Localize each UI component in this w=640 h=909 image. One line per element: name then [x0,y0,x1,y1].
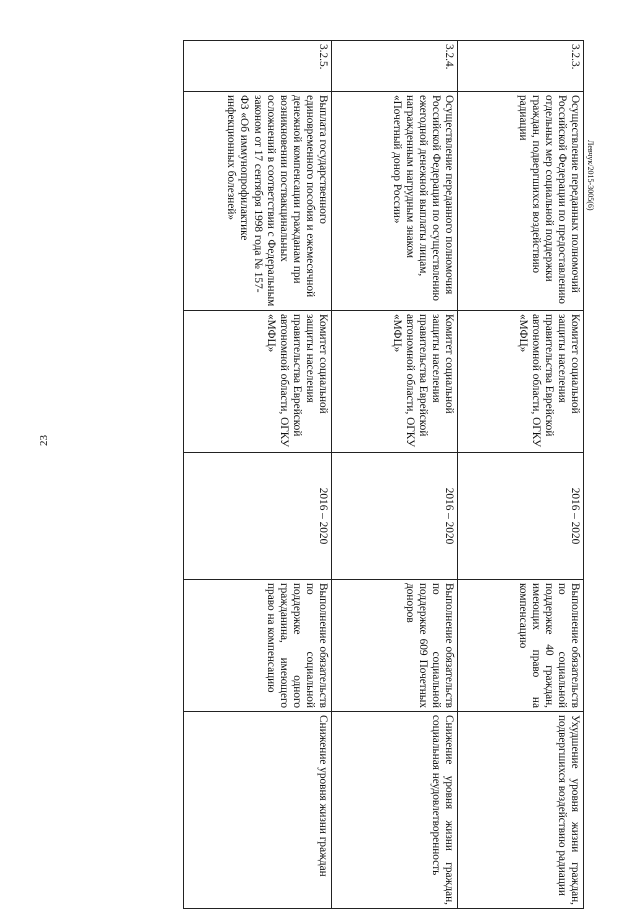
executor: Комитет социальной защиты населения правительства Еврейской автономной области, ОГКУ «МФЦ» [184,311,332,453]
table-row [332,41,458,909]
expected-result: Выполнение обязательств по социальной поддержке одного гражданина, имеющего право на компенсацию [184,580,332,712]
executor: Комитет социальной защиты населения правительства Еврейской автономной области, ОГКУ «МФЦ» [332,311,458,453]
row-number: 3.2.5. [184,41,332,92]
executor: Комитет социальной защиты населения правительства Еврейской автономной области, ОГКУ «МФЦ» [458,311,584,453]
term: 2016 – 2020 [184,453,332,580]
expected-result: Выполнение обязательств по социальной поддержке 40 граждан, имеющих право на компенсацию [458,580,584,712]
row-number: 3.2.4. [332,41,458,92]
rotated-table-container [64,40,584,905]
document-code: Левчук/2015-3005(6) [586,140,595,211]
non-implementation-effect: Снижение уровня жизни граждан, социальная неудовлетворенность [332,712,458,909]
term: 2016 – 2020 [458,453,584,580]
measure-name: Осуществление переданных полномочий Российской Федерации по предоставлению отдельных мер социальной поддержки граждан, подвергшихся воздействию радиации [458,92,584,311]
page-number: 23 [38,435,50,446]
table-row [184,41,332,909]
term: 2016 – 2020 [332,453,458,580]
measure-name: Осуществление переданного полномочия Российской Федерации по осуществлению ежегодной денежной выплаты лицам, награжденным нагрудным знаком «Почетный донор России» [332,92,458,311]
non-implementation-effect: Ухудшение уровня жизни граждан, подвергшихся воздействию радиации [458,712,584,909]
row-number: 3.2.3. [458,41,584,92]
measure-name: Выплата государственного единовременного пособия и ежемесячной денежной компенсации гражданам при возникновении поствакцинальных осложнений в соответствии с Федеральным законом от 17 сентября 1998 года № 157-ФЗ «Об иммунопрофилактике инфекционных болезней» [184,92,332,311]
expected-result: Выполнение обязательств по социальной поддержке 609 Почетных доноров [332,580,458,712]
table-row [458,41,584,909]
measures-table [183,40,584,909]
non-implementation-effect: Снижение уровня жизни граждан [184,712,332,909]
